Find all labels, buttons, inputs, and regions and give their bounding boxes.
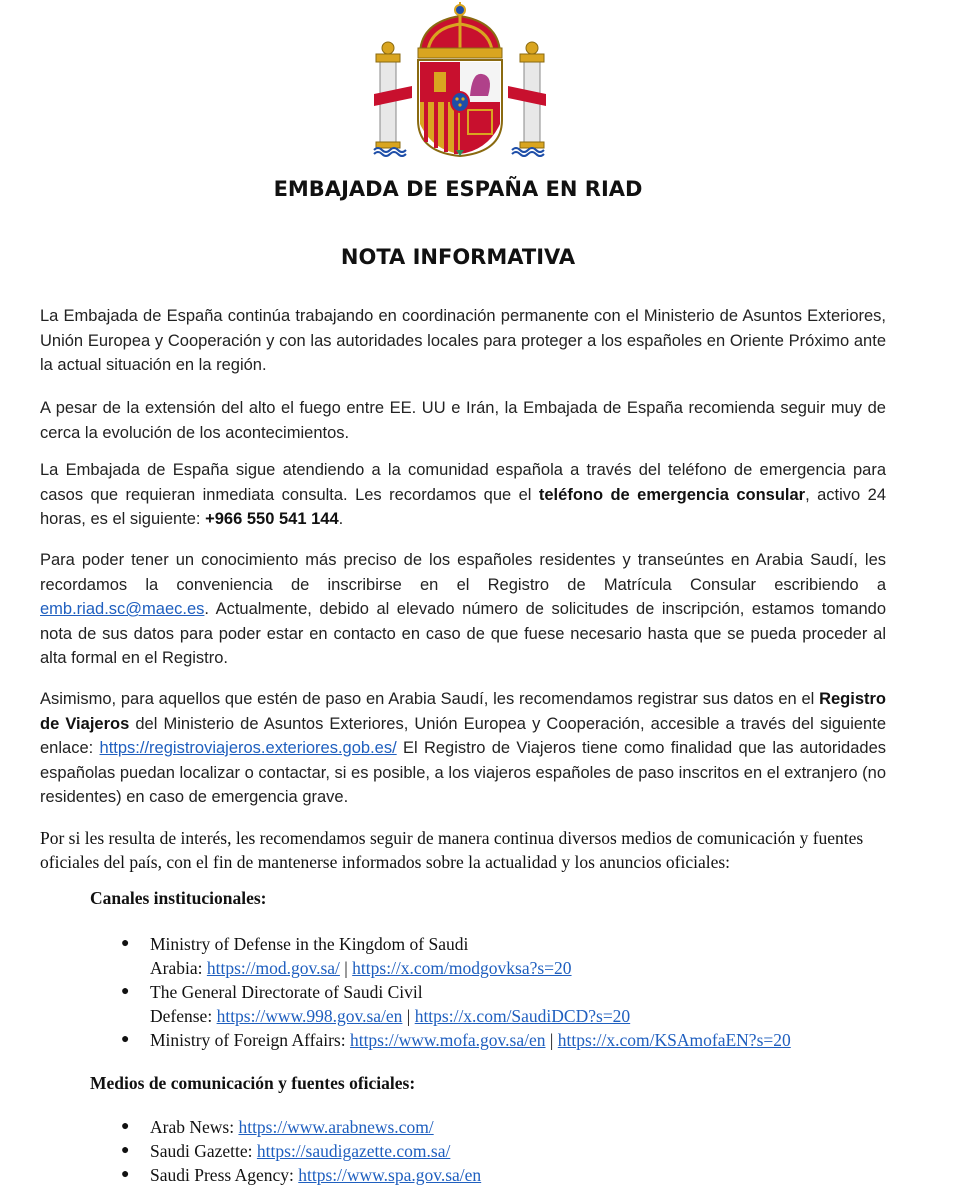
mofa-x-link[interactable]: https://x.com/KSAmofaEN?s=20 — [557, 1030, 791, 1050]
item-links — [150, 956, 791, 980]
bullet-icon: ● — [121, 1167, 130, 1182]
bullet-icon: ● — [121, 1032, 130, 1047]
bullet-icon: ● — [121, 1143, 130, 1158]
paragraph-travellers-registry — [40, 687, 886, 810]
item-prefix: Arabia: — [150, 958, 207, 978]
mod-x-link[interactable]: https://x.com/modgovksa?s=20 — [352, 958, 572, 978]
separator: | — [402, 1006, 415, 1026]
item-prefix: Saudi Gazette: — [150, 1141, 257, 1161]
text: Asimismo, para aquellos que estén de paso en Arabia Saudí, les recomendamos registrar sus datos en el — [40, 690, 820, 708]
item-prefix: Ministry of Foreign Affairs: — [150, 1030, 350, 1050]
text: Para poder tener un conocimiento más preciso de los españoles residentes y transeúntes en Arabia Saudí, les recordamos la conveniencia de inscribirse en el Registro de Matrícula Consular escribiendo a — [40, 551, 886, 594]
bullet-icon: ● — [121, 936, 130, 951]
list-item — [0, 932, 791, 980]
item-links — [150, 1028, 791, 1052]
saudi-gazette-link[interactable]: https://saudigazette.com.sa/ — [256, 1141, 451, 1161]
bullet-icon: ● — [121, 984, 130, 999]
media-sources-list — [0, 1115, 481, 1187]
paragraph-coordination: La Embajada de España continúa trabajando en coordinación permanente con el Ministerio de Asuntos Exteriores, Unión Europea y Cooperación y con las autoridades locales para proteger a los españoles en Oriente Próximo ante la actual situación en la región. — [40, 307, 886, 374]
coat-of-arms-icon — [372, 2, 548, 158]
list-item — [0, 1115, 481, 1139]
separator: | — [545, 1030, 558, 1050]
spa-link[interactable]: https://www.spa.gov.sa/en — [298, 1165, 482, 1185]
item-links — [150, 1004, 791, 1028]
civil-defense-x-link[interactable]: https://x.com/SaudiDCD?s=20 — [414, 1006, 631, 1026]
item-prefix: Arab News: — [150, 1117, 239, 1137]
item-prefix: Defense: — [150, 1006, 217, 1026]
page-title: EMBAJADA DE ESPAÑA EN RIAD — [273, 177, 643, 201]
arab-news-link[interactable]: https://www.arabnews.com/ — [238, 1117, 434, 1137]
text: . — [338, 510, 344, 528]
list-item — [0, 1163, 481, 1187]
paragraph-ceasefire: A pesar de la extensión del alto el fuego entre EE. UU e Irán, la Embajada de España recomienda seguir muy de cerca la evolución de los acontecimientos. — [40, 399, 886, 442]
mofa-website-link[interactable]: https://www.mofa.gov.sa/en — [349, 1030, 546, 1050]
emergency-phone-label: teléfono de emergencia consular — [538, 485, 806, 504]
institutional-channels-heading: Canales institucionales: — [90, 888, 267, 908]
list-item — [0, 980, 791, 1028]
bullet-icon: ● — [121, 1119, 130, 1134]
text: , activo 24 horas, es el siguiente: — [40, 485, 886, 528]
list-item — [0, 1028, 791, 1052]
crown-icon — [418, 2, 502, 58]
paragraph-media-intro: Por si les resulta de interés, les recomendamos seguir de manera continua diversos medios de comunicación y fuentes oficiales del país, con el fin de mantenerse informados sobre la actualidad y los anuncios oficiales: — [40, 828, 864, 872]
text: . Actualmente, debido al elevado número de solicitudes de inscripción, estamos tomando nota de sus datos para poder estar en contacto en caso de que fuese necesario hasta que se pueda proceder al alta formal en el Registro. — [40, 600, 886, 667]
paragraph-emergency-phone — [40, 458, 886, 532]
item-prefix: Saudi Press Agency: — [150, 1165, 299, 1185]
document-subtitle: NOTA INFORMATIVA — [340, 245, 576, 269]
item-title: Ministry of Defense in the Kingdom of Saudi — [150, 934, 469, 954]
text: del Ministerio de Asuntos Exteriores, Unión Europea y Cooperación, accesible a través del siguiente enlace: — [40, 714, 886, 757]
email-link[interactable]: emb.riad.sc@maec.es — [40, 600, 205, 618]
item-title: The General Directorate of Saudi Civil — [150, 982, 423, 1002]
separator: | — [339, 958, 353, 978]
registro-viajeros-link[interactable]: https://registroviajeros.exteriores.gob.es/ — [99, 739, 397, 757]
list-item — [0, 1139, 481, 1163]
emergency-phone-number[interactable]: +966 550 541 144 — [205, 510, 339, 528]
text: La Embajada de España sigue atendiendo a la comunidad española a través del teléfono de emergencia para casos que requieran inmediata consulta. Les recordamos que el — [40, 461, 886, 504]
media-sources-heading: Medios de comunicación y fuentes oficiales: — [90, 1073, 416, 1093]
mod-website-link[interactable]: https://mod.gov.sa/ — [206, 958, 340, 978]
civil-defense-website-link[interactable]: https://www.998.gov.sa/en — [216, 1006, 403, 1026]
travellers-registry-label: Registro de Viajeros — [40, 690, 886, 733]
paragraph-consular-registry — [40, 548, 886, 671]
shield — [418, 60, 502, 156]
text: El Registro de Viajeros tiene como finalidad que las autoridades españolas puedan localizar o contactar, si es posible, a los viajeros españoles de paso inscritos en el extranjero (no residentes) en caso de emergencia grave. — [40, 739, 886, 806]
institutional-channels-list — [0, 932, 791, 1052]
